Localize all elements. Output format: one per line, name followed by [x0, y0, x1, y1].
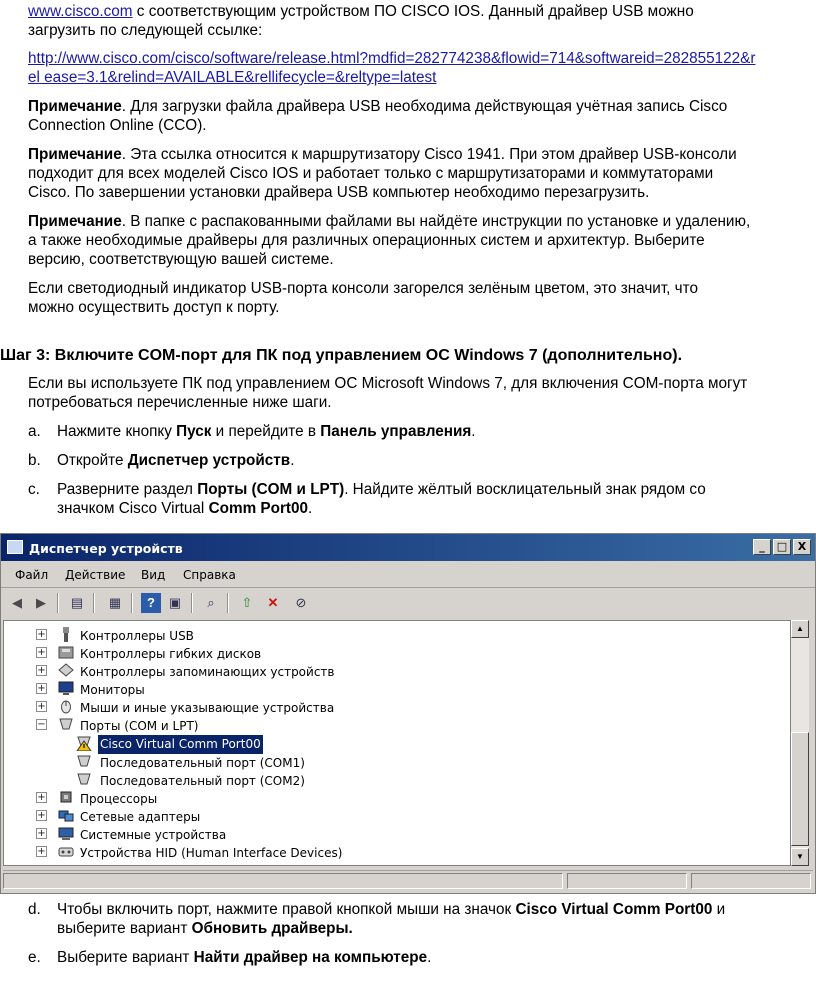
note-1-line-2: Connection Online (CCO). — [28, 117, 207, 134]
expand-icon[interactable]: + — [37, 683, 46, 694]
tree-label: Сетевые адаптеры — [80, 810, 201, 824]
floppy-icon — [58, 645, 74, 660]
expand-icon[interactable]: + — [37, 810, 46, 821]
note-2-line-2: подходит для всех моделей Cisco IOS и работает только с маршрутизаторами и коммутаторами — [28, 165, 714, 182]
tree-label: Порты (COM и LPT) — [80, 719, 199, 733]
port-icon — [76, 754, 92, 769]
intro-line-1 — [28, 2, 808, 21]
note-3-line-1 — [28, 212, 808, 231]
note-3-line-3: версию, соответствующую вашей системе. — [28, 251, 334, 268]
item-text: Разверните раздел — [57, 481, 198, 498]
led-paragraph-line-1: Если светодиодный индикатор USB-порта консоли загорелся зелёным цветом, это значит, что — [28, 280, 698, 297]
menu-file[interactable]: Файл — [15, 568, 49, 582]
item-bold: Панель управления — [320, 423, 472, 440]
collapse-icon[interactable]: − — [37, 719, 46, 730]
note-text: . Для загрузки файла драйвера USB необходима действующая учётная запись Cisco — [121, 98, 728, 115]
toolbar-separator — [131, 593, 133, 613]
menu-help[interactable]: Справка — [183, 568, 236, 582]
status-panel — [691, 873, 811, 889]
menu-bar — [1, 562, 815, 586]
status-panel — [3, 873, 563, 889]
note-1-line-1 — [28, 97, 808, 116]
menu-view[interactable]: Вид — [141, 568, 166, 582]
tree-label: Мыши и иные указывающие устройства — [80, 701, 335, 715]
tree-label: Контроллеры запоминающих устройств — [80, 665, 335, 679]
step-3-heading: Шаг 3: Включите COM-порт для ПК под управлением ОС Windows 7 (дополнительно). — [0, 347, 683, 364]
toolbar-separator — [57, 593, 59, 613]
tree-label: Последовательный порт (COM2) — [100, 774, 305, 788]
item-a-text — [57, 422, 797, 441]
item-b-text — [57, 451, 797, 470]
vertical-scrollbar[interactable] — [791, 620, 809, 866]
minimize-button[interactable]: _ — [753, 539, 771, 555]
note-2-line-1 — [28, 145, 808, 164]
item-bold: Порты (COM и LPT) — [197, 481, 345, 498]
window-titlebar[interactable] — [1, 534, 815, 561]
scroll-up-button[interactable]: ▲ — [791, 620, 809, 638]
item-c-line-2 — [57, 499, 797, 518]
tree-label: Контроллеры USB — [80, 629, 194, 643]
hid-icon — [58, 844, 74, 859]
port-icon — [58, 717, 74, 732]
step-3-intro-line-2: потребоваться перечисленные ниже шаги. — [28, 394, 332, 411]
expand-icon[interactable]: + — [37, 846, 46, 857]
item-text: выберите вариант — [57, 920, 192, 937]
item-e-text — [57, 948, 797, 967]
item-text: . — [308, 500, 313, 517]
item-bold: Cisco Virtual Comm Port00 — [515, 901, 713, 918]
intro-line-2: загрузить по следующей ссылке: — [28, 22, 263, 39]
scroll-down-button[interactable]: ▼ — [791, 848, 809, 866]
note-3-line-2: а также необходимые драйверы для различных операционных систем и архитектур. Выберите — [28, 232, 705, 249]
expand-icon[interactable]: + — [37, 828, 46, 839]
note-label: Примечание — [28, 213, 122, 230]
maximize-button[interactable]: □ — [773, 539, 791, 555]
toolbar-separator — [227, 593, 229, 613]
item-text: Чтобы включить порт, нажмите правой кнопкой мыши на значок — [57, 901, 516, 918]
tree-label: Системные устройства — [80, 828, 227, 842]
tree-label: Последовательный порт (COM1) — [100, 756, 305, 770]
expand-icon[interactable]: + — [37, 629, 46, 640]
item-bold: Comm Port00 — [208, 500, 309, 517]
download-url-link-2[interactable]: el ease=3.1&relind=AVAILABLE&rellifecycle=&reltype=latest — [28, 69, 437, 86]
download-url-link-1[interactable]: http://www.cisco.com/cisco/software/release.html?mdfid=282774238&flowid=714&softwareid=282855122&r — [28, 50, 756, 67]
scan-hardware-icon[interactable]: ⌕ — [207, 595, 215, 610]
up-level-icon[interactable]: ▤ — [70, 595, 84, 610]
tree-label: Устройства HID (Human Interface Devices) — [80, 846, 343, 860]
item-c-marker: c. — [28, 481, 40, 498]
tree-label: Контроллеры гибких дисков — [80, 647, 262, 661]
cpu-icon — [58, 790, 74, 805]
device-manager-icon — [7, 540, 23, 554]
system-icon — [58, 826, 74, 841]
help-icon[interactable]: ? — [141, 593, 161, 613]
tree-label: Мониторы — [80, 683, 145, 697]
led-paragraph-line-2: можно осуществить доступ к порту. — [28, 299, 280, 316]
item-bold: Обновить драйверы. — [191, 920, 353, 937]
item-e-marker: e. — [28, 949, 41, 966]
item-d-line-2 — [57, 919, 797, 938]
item-d-line-1 — [57, 900, 797, 919]
item-text: и перейдите в — [211, 423, 321, 440]
update-driver-icon[interactable]: ⇧ — [241, 595, 253, 610]
disable-device-icon[interactable]: ⊘ — [295, 595, 307, 610]
storage-icon — [58, 663, 74, 678]
expand-icon[interactable]: + — [37, 701, 46, 712]
menu-action[interactable]: Действие — [65, 568, 126, 582]
tree-label: Процессоры — [80, 792, 158, 806]
item-text: Откройте — [57, 452, 128, 469]
item-a-marker: a. — [28, 423, 41, 440]
item-text: . — [471, 423, 476, 440]
item-c-line-1 — [57, 480, 797, 499]
note-2-line-3: Cisco. По завершении установки драйвера USB компьютер необходимо перезагрузить. — [28, 184, 650, 201]
mouse-icon — [58, 699, 74, 714]
item-text: . — [290, 452, 295, 469]
expand-icon[interactable]: + — [37, 647, 46, 658]
item-text: Нажмите кнопку — [57, 423, 177, 440]
warning-port-icon — [76, 736, 92, 751]
status-bar — [3, 870, 813, 890]
toolbar-separator — [191, 593, 193, 613]
step-3-intro-line-1: Если вы используете ПК под управлением ОС Microsoft Windows 7, для включения COM-порта могут — [28, 375, 748, 392]
download-url-line-1[interactable] — [28, 49, 808, 68]
toolbar — [1, 587, 815, 617]
item-bold: Найти драйвер на компьютере — [193, 949, 428, 966]
item-text: и — [712, 901, 726, 918]
status-panel — [567, 873, 687, 889]
note-text: . Эта ссылка относится к маршрутизатору Cisco 1941. При этом драйвер USB-консоли — [121, 146, 737, 163]
note-label: Примечание — [28, 98, 122, 115]
item-text: . — [427, 949, 432, 966]
item-text: . Найдите жёлтый восклицательный знак рядом со — [344, 481, 706, 498]
usb-icon — [58, 627, 74, 642]
item-bold: Пуск — [176, 423, 212, 440]
item-b-marker: b. — [28, 452, 41, 469]
device-manager-window — [0, 533, 816, 894]
item-bold: Диспетчер устройств — [127, 452, 291, 469]
tree-label-selected: Cisco Virtual Comm Port00 — [98, 735, 263, 754]
intro-text: с соответствующим устройством ПО CISCO IOS. Данный драйвер USB можно — [132, 3, 694, 20]
note-text: . В папке с распакованными файлами вы найдёте инструкции по установке и удалению, — [121, 213, 751, 230]
item-d-marker: d. — [28, 901, 41, 918]
back-icon[interactable]: ◀ — [12, 595, 22, 610]
network-icon — [58, 808, 74, 823]
download-url-line-2[interactable] — [28, 68, 808, 87]
forward-icon[interactable]: ▶ — [36, 595, 46, 610]
cisco-site-link[interactable]: www.cisco.com — [28, 3, 133, 20]
window-title: Диспетчер устройств — [29, 541, 183, 556]
uninstall-icon[interactable]: ✕ — [267, 595, 279, 610]
expand-icon[interactable]: + — [37, 665, 46, 676]
device-tree — [3, 620, 791, 866]
close-button[interactable]: X — [793, 539, 811, 555]
item-text: значком Cisco Virtual — [57, 500, 209, 517]
item-text: Выберите вариант — [57, 949, 194, 966]
note-label: Примечание — [28, 146, 122, 163]
scroll-thumb[interactable] — [791, 732, 809, 846]
expand-icon[interactable]: + — [37, 792, 46, 803]
show-hide-tree-icon[interactable]: ▦ — [108, 595, 122, 610]
toolbar-separator — [93, 593, 95, 613]
properties-icon[interactable]: ▣ — [168, 595, 182, 610]
monitor-icon — [58, 681, 74, 696]
port-icon — [76, 772, 92, 787]
